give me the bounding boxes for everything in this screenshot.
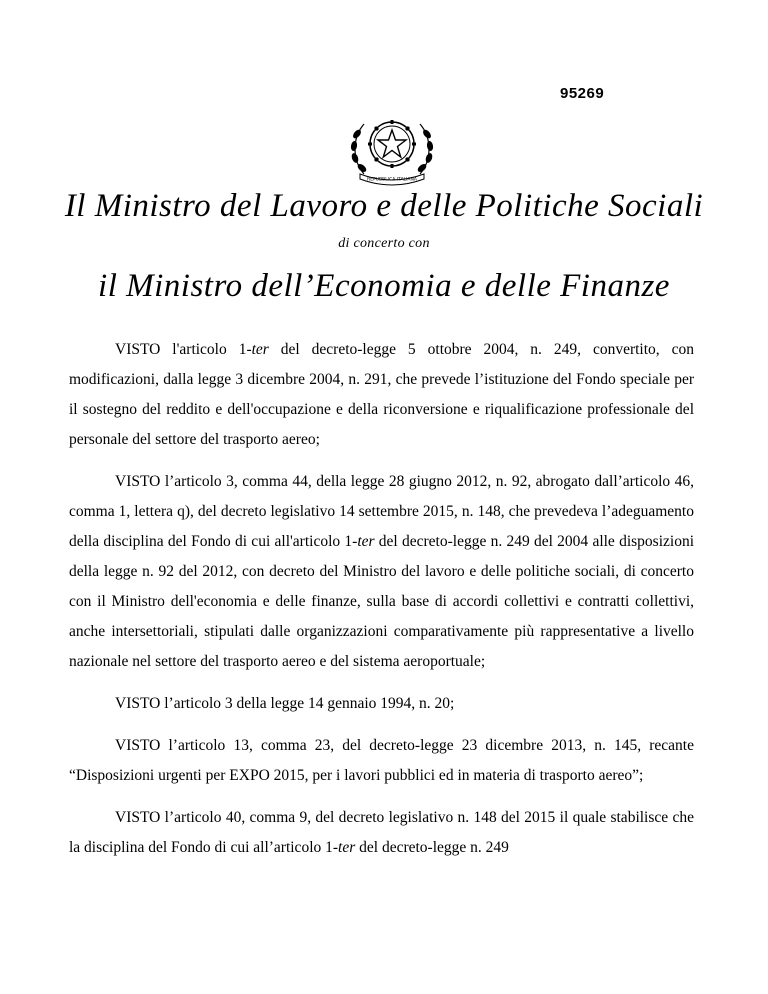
emblem-of-italy-icon [344,108,440,186]
italic-text: ter [338,839,356,856]
paragraph-text: del decreto-legge n. 249 [355,839,509,856]
paragraph-text: VISTO l’articolo 40, comma 9, del decreto legislativo n. 148 del 2015 il quale stabilisce che la disciplina del Fondo di cui all’articolo 1- [69,809,694,856]
svg-text:REPUBBLICA ITALIANA: REPUBBLICA ITALIANA [367,177,417,183]
paragraph-text: VISTO l'articolo 1- [115,341,252,358]
second-ministry-title: il Ministro dell’Economia e delle Finanze [98,268,670,304]
concert-subtitle: di concerto con [338,236,430,251]
paragraph-text: VISTO l’articolo 3 della legge 14 gennaio 1994, n. 20; [115,695,455,712]
document-body [69,335,694,875]
paragraph-1 [69,335,694,455]
italic-text: ter [357,533,375,550]
paragraph-3 [69,689,694,719]
paragraph-4 [69,731,694,791]
paragraph-text: VISTO l’articolo 13, comma 23, del decreto-legge 23 dicembre 2013, n. 145, recante “Disposizioni urgenti per EXPO 2015, per i lavori pubblici ed in materia di trasporto aereo”; [69,737,694,784]
paragraph-5 [69,803,694,863]
document-number: 95269 [560,85,605,102]
paragraph-2 [69,467,694,677]
paragraph-text: del decreto-legge 5 ottobre 2004, n. 249, convertito, con modificazioni, dalla legge 3 dicembre 2004, n. 291, che prevede l’istituzione del Fondo speciale per il sostegno del reddito e dell'occupazione e della riconversione e riqualificazione professionale del personale del settore del trasporto aereo; [69,341,694,448]
paragraph-text: del decreto-legge n. 249 del 2004 alle disposizioni della legge n. 92 del 2012, con decreto del Ministro del lavoro e delle politiche sociali, di concerto con il Ministro dell'economia e delle finanze, sulla base di accordi collettivi e contratti collettivi, anche intersettoriali, stipulati dalle organizzazioni comparativamente più rappresentative a livello nazionale nel settore del trasporto aereo e del sistema aeroportuale; [69,533,694,670]
paragraph-text: VISTO l’articolo 3, comma 44, della legge 28 giugno 2012, n. 92, abrogato dall’articolo 46, comma 1, lettera q), del decreto legislativo 14 settembre 2015, n. 148, che prevedeva l’adeguamento della disciplina del Fondo di cui all'articolo 1- [69,473,694,550]
ministry-title: Il Ministro del Lavoro e delle Politiche Sociali [64,188,704,224]
italic-text: ter [251,341,269,358]
